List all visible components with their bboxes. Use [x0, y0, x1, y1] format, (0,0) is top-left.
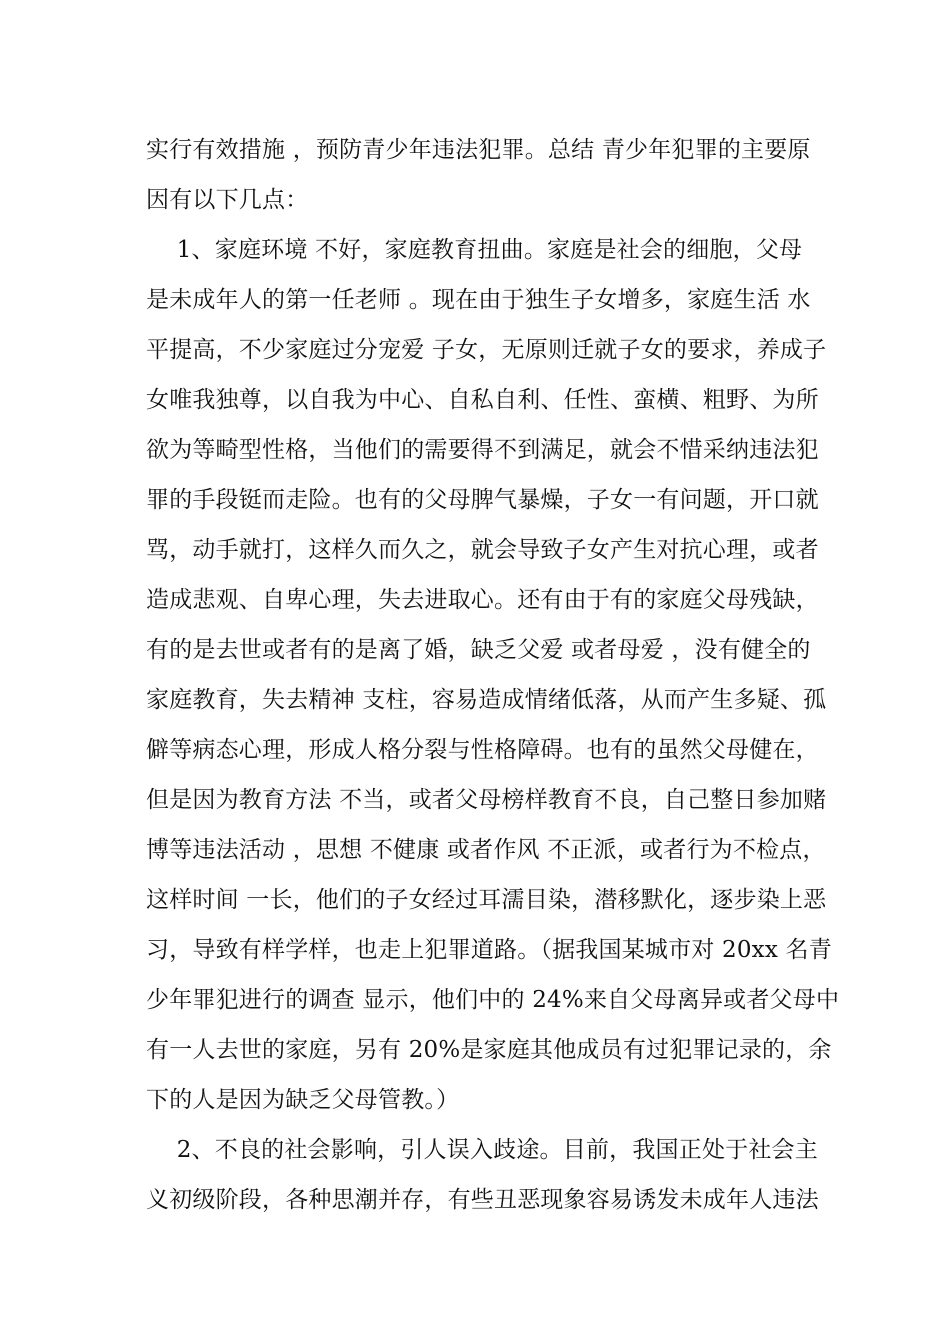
text-line: 有的是去世或者有的是离了婚，缺乏父爱 或者母爱 ，没有健全的 [146, 637, 811, 663]
text-line: 欲为等畸型性格，当他们的需要得不到满足，就会不惜采纳违法犯 [146, 437, 819, 463]
paragraph-1-first-line: 1、家庭环境 不好，家庭教育扭曲。家庭是社会的细胞，父母 [146, 237, 803, 263]
text-line: 博等违法活动 ，思想 不健康 或者作风 不正派，或者行为不检点， [146, 837, 826, 863]
text-line: 是未成年人的第一任老师 。现在由于独生子女增多，家庭生活 水 [146, 287, 811, 313]
text-line: 僻等病态心理，形成人格分裂与性格障碍。也有的虽然父母健在， [146, 737, 819, 763]
text-line: 但是因为教育方法 不当，或者父母榜样教育不良，自己整日参加赌 [146, 787, 827, 813]
text-line: 义初级阶段，各种思潮并存，有些丑恶现象容易诱发未成年人违法 [146, 1187, 819, 1213]
paragraph-2-first-line: 2、不良的社会影响，引人误入歧途。目前，我国正处于社会主 [146, 1137, 818, 1163]
text-line: 少年罪犯进行的调查 显示，他们中的 24%来自父母离异或者父母中 [146, 987, 840, 1013]
text-line: 下的人是因为缺乏父母管教。） [146, 1087, 460, 1113]
text-line: 实行有效措施 ，预防青少年违法犯罪。总结 青少年犯罪的主要原 [146, 137, 811, 163]
text-line: 习，导致有样学样，也走上犯罪道路。（据我国某城市对 20xx 名青 [146, 937, 832, 963]
text-line: 平提高，不少家庭过分宠爱 子女，无原则迁就子女的要求，养成子 [146, 337, 827, 363]
text-line: 因有以下几点： [146, 187, 309, 213]
text-line: 罪的手段铤而走险。也有的父母脾气暴燥，子女一有问题，开口就 [146, 487, 819, 513]
text-line: 造成悲观、自卑心理，失去进取心。还有由于有的家庭父母残缺， [146, 587, 819, 613]
text-line: 女唯我独尊，以自我为中心、自私自利、任性、蛮横、粗野、为所 [146, 387, 819, 413]
text-line: 骂，动手就打，这样久而久之，就会导致子女产生对抗心理，或者 [146, 537, 819, 563]
text-line: 家庭教育，失去精神 支柱，容易造成情绪低落，从而产生多疑、孤 [146, 687, 827, 713]
text-line: 有一人去世的家庭，另有 20%是家庭其他成员有过犯罪记录的，余 [146, 1037, 832, 1063]
text-line: 这样时间 一长，他们的子女经过耳濡目染，潜移默化，逐步染上恶 [146, 887, 827, 913]
